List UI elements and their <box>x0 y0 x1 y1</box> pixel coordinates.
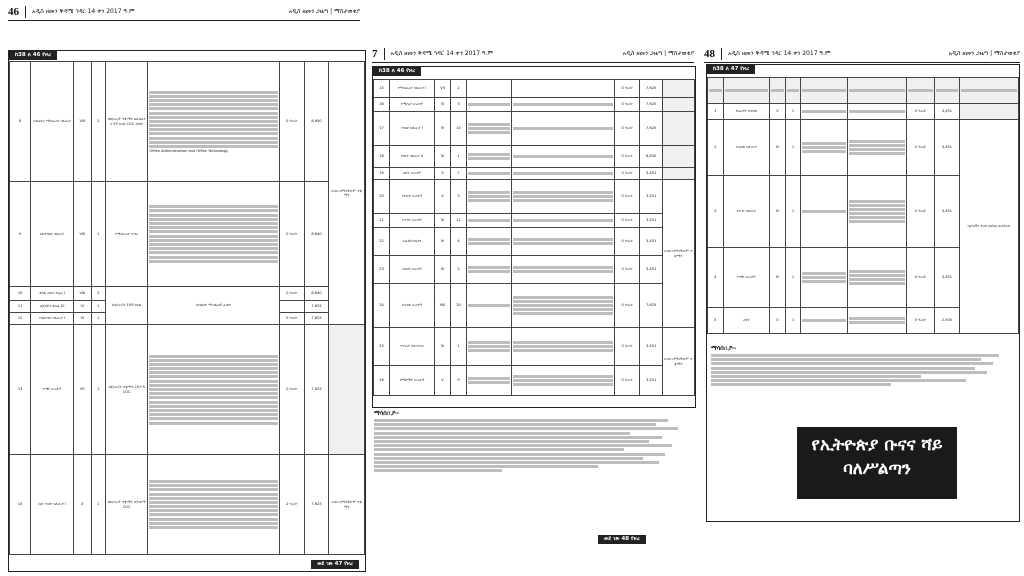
table-row: 21 የጥገና ሠራተኛ IV 12 0 ዓመት 3,451 <box>374 214 695 228</box>
page-header-section: አዲስ ዘመን ጋዜጣ | ማስታወቂያ <box>288 8 360 15</box>
page-48 <box>700 0 1024 576</box>
page-number: 7 <box>372 48 378 60</box>
banner-line-1: የኢትዮጵያ ቡናና ሻይ <box>811 435 943 455</box>
table-row: 19 ፅዳት ሠራተኛ II 7 0 ዓመት 3,451 <box>374 168 695 180</box>
vacancy-table <box>373 79 695 396</box>
organization-banner <box>797 427 957 499</box>
table-row: 10 ቀላል መኪና ሾፌር I VIII 2 ከቴ/ሙ/ት 10ኛ ክፍል ከባለበት ማሠልጠኛ ፈቃድ 0 ዓመት 8,640 <box>10 287 365 301</box>
table-row: 17 የገበያ ባለሙያ I IV 14 0 ዓመት 7,625 <box>374 112 695 146</box>
vacancy-table-frame <box>8 50 366 572</box>
continued-from-tag: ከ38 ለ 46 የዞረ <box>9 51 57 60</box>
table-row: 20 የጥበቃ ሠራተኛ II 3 0 ዓመት 3,451 አዲስ በማንኛውም ተቋማት <box>374 180 695 214</box>
page-46 <box>0 0 368 576</box>
continued-to-tag: ወደ ገጽ 48 የዞረ <box>598 535 646 544</box>
table-row: 26 የማከማቻ ሠራተኛ V 9 0 ዓመት 3,451 <box>374 366 695 396</box>
vacancy-table-frame <box>372 66 696 408</box>
vacancy-table-frame <box>706 64 1020 522</box>
table-row: 24 የመስክ ሠራተኛ VIII 20 0 ዓመት 7,625 <box>374 284 695 328</box>
continued-from-tag: ከ38 ለ 47 የዞረ <box>707 65 755 74</box>
table-row: 8 ሴክሬተሪ ማብራሪያ ባለሙያ VIII 2 ከቴ/ሙ/ት ተቋማት በሴክሬተሪ 5ኛ ደረጃ COC ያለው Office Administration and Office Technology 0 ዓመት 8,640 አዲስ በማንኛውም ተቋማት <box>10 62 365 182</box>
table-row: 11 ሬጀስትሪ ጸሐፊ III VI 1 7,625 <box>10 301 365 313</box>
page-header-section: አዲስ ዘመን ጋዜጣ | ማስታወቂያ <box>622 50 694 57</box>
table-row: 16 የሚዲያ ሠራተኛ VI 3 0 ዓመት 7,625 <box>374 98 695 112</box>
banner-line-2: ባለሥልጣን <box>843 459 911 479</box>
notes-title: ማሳሰቢያ፡- <box>374 410 400 417</box>
table-row: 1 የሰራተኛ ተወካይ V 1 0 ዓመት 3,451 <box>708 104 1019 120</box>
table-header-row <box>708 78 1019 104</box>
page-number: 48 <box>704 48 715 60</box>
table-row: 25 የጥራት ተቆጣጣሪ IV 1 0 ዓመት 3,451 አዲስ በማንኛውም ተቋማት <box>374 328 695 366</box>
continued-from-tag: ከ38 ለ 46 የዞረ <box>373 67 421 76</box>
page-number: 46 <box>8 6 19 18</box>
page-header <box>372 46 694 63</box>
table-row: 3 የጥገና ባለሙያ IV 1 0 ዓመት 3,451 <box>708 176 1019 248</box>
table-row: 22 ኤሌክትሪሺያን IV 4 0 ዓመት 3,451 <box>374 228 695 256</box>
table-row: 13 የግዥ ሠራተኛ VII 1 ከቴ/ሙ/ት ተቋማት 10+3 COC 0 ዓመት 7,625 <box>10 325 365 455</box>
table-row: 15 የማብራሪያ ባለሙያ I VII 2 0 ዓመት 7,625 <box>374 80 695 98</box>
notes-section <box>711 345 1011 388</box>
page-header-title: አዲስ ዘመን ቅዳሜ ኅዳር 14 ቀን 2017 ዓ.ም <box>32 8 135 15</box>
table-row: 2 የመስክ ባለሙያ IV 1 0 ዓመት 3,451 ቢሮአችን ድረስ በአካል በመቅረብ <box>708 120 1019 176</box>
page-header-title: አዲስ ዘመን ቅዳሜ ኅዳር 14 ቀን 2017 ዓ.ም <box>728 50 831 57</box>
page-header <box>704 46 1020 63</box>
page-header-section: አዲስ ዘመን ጋዜጣ | ማስታወቂያ <box>948 50 1020 57</box>
notes-title: ማሳሰቢያ፡- <box>711 345 737 352</box>
table-row: 18 የገበያ ባለሙያ II IV 1 0 ዓመት 6,830 <box>374 146 695 168</box>
table-row: 9 አስተዳደር ባለሙያ VIII 1 የማብራሪያ ዲግሪ 0 ዓመት 8,640 <box>10 182 365 287</box>
page-header-title: አዲስ ዘመን ቅዳሜ ኅዳር 14 ቀን 2017 ዓ.ም <box>390 50 493 57</box>
table-row: 23 የእርሻ ሠራተኛ III 2 0 ዓመት 3,451 <box>374 256 695 284</box>
field-of-study: Office Administration and Office Technology <box>149 149 229 154</box>
page-47 <box>368 0 700 576</box>
notes-section <box>374 410 694 473</box>
continued-to-tag: ወደ ገጽ 47 የዞረ <box>311 560 359 569</box>
vacancy-table <box>9 61 365 555</box>
table-row: 14 ሰው ሃብት ባለሙያ I X 1 ከቴ/ሙ/ት ተቋማት ዲፕሎማ COC 2 ዓመት 7,625 አዲስ በማንኛውም ተቋማት <box>10 455 365 555</box>
table-row: 12 የፋይናንስ ባለሙያ I VI 1 0 ዓመት 7,625 <box>10 313 365 325</box>
table-row: 5 ረዳት II 1 0 ዓመት 2,500 <box>708 308 1019 334</box>
vacancy-table <box>707 77 1019 334</box>
page-header <box>8 4 360 21</box>
table-row: 4 የግዥ ሠራተኛ IV 1 0 ዓመት 3,451 <box>708 248 1019 308</box>
